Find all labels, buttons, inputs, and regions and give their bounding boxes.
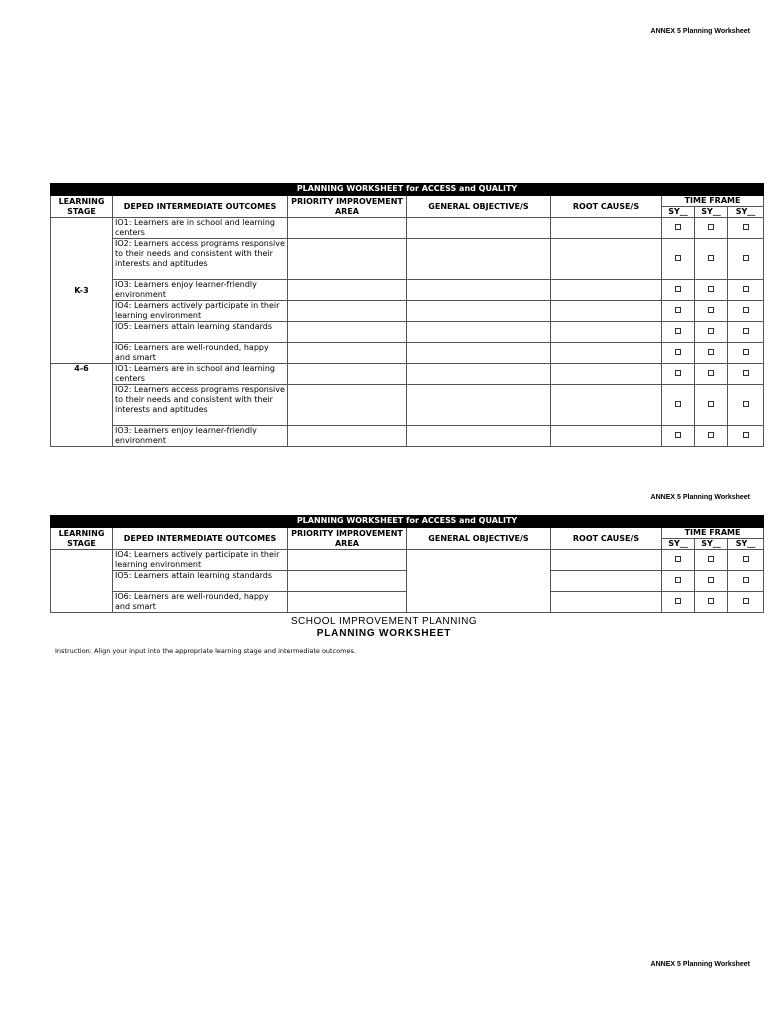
checkbox-icon bbox=[708, 286, 714, 292]
root-cause-input[interactable] bbox=[551, 426, 662, 447]
priority-input[interactable] bbox=[288, 239, 407, 280]
worksheet-title: PLANNING WORKSHEET for ACCESS and QUALITY bbox=[51, 516, 764, 528]
timeframe-checkbox[interactable] bbox=[695, 385, 728, 426]
checkbox-icon bbox=[743, 328, 749, 334]
checkbox-icon bbox=[743, 224, 749, 230]
checkbox-icon bbox=[675, 349, 681, 355]
outcome-io2: IO2: Learners access programs responsive to their needs and consistent with their interests and aptitudes bbox=[113, 385, 288, 426]
timeframe-checkbox[interactable] bbox=[728, 218, 764, 239]
stage-blank bbox=[51, 550, 113, 613]
timeframe-checkbox[interactable] bbox=[662, 239, 695, 280]
planning-worksheet-table-2 bbox=[50, 515, 764, 613]
checkbox-icon bbox=[675, 224, 681, 230]
stage-4-6: 4-6 bbox=[51, 364, 113, 447]
priority-input[interactable] bbox=[288, 364, 407, 385]
time-frame-header: TIME FRAME bbox=[662, 196, 764, 207]
priority-input[interactable] bbox=[288, 322, 407, 343]
checkbox-icon bbox=[743, 307, 749, 313]
checkbox-icon bbox=[675, 432, 681, 438]
outcome-io5: IO5: Learners attain learning standards bbox=[113, 322, 288, 343]
timeframe-checkbox[interactable] bbox=[662, 280, 695, 301]
checkbox-icon bbox=[675, 328, 681, 334]
objective-input[interactable] bbox=[407, 426, 551, 447]
timeframe-checkbox[interactable] bbox=[728, 280, 764, 301]
objective-header: GENERAL OBJECTIVE/S bbox=[407, 528, 551, 550]
timeframe-checkbox[interactable] bbox=[695, 280, 728, 301]
checkbox-icon bbox=[708, 370, 714, 376]
timeframe-checkbox[interactable] bbox=[695, 218, 728, 239]
timeframe-checkbox[interactable] bbox=[662, 343, 695, 364]
sy-header-1: SY__ bbox=[662, 207, 695, 218]
outcomes-header: DEPED INTERMEDIATE OUTCOMES bbox=[113, 528, 288, 550]
time-frame-header: TIME FRAME bbox=[662, 528, 764, 539]
outcome-io3: IO3: Learners enjoy learner-friendly environment bbox=[113, 280, 288, 301]
checkbox-icon bbox=[743, 598, 749, 604]
priority-input[interactable] bbox=[288, 592, 407, 613]
outcome-io3: IO3: Learners enjoy learner-friendly environment bbox=[113, 426, 288, 447]
timeframe-checkbox[interactable] bbox=[662, 592, 695, 613]
priority-input[interactable] bbox=[288, 280, 407, 301]
priority-input[interactable] bbox=[288, 343, 407, 364]
outcome-io6: IO6: Learners are well-rounded, happy and smart bbox=[113, 343, 288, 364]
checkbox-icon bbox=[675, 307, 681, 313]
outcome-io4: IO4: Learners actively participate in their learning environment bbox=[113, 301, 288, 322]
timeframe-checkbox[interactable] bbox=[728, 550, 764, 571]
timeframe-checkbox[interactable] bbox=[662, 218, 695, 239]
annex-label-top: ANNEX 5 Planning Worksheet bbox=[650, 28, 750, 35]
sy-header-1: SY__ bbox=[662, 539, 695, 550]
timeframe-checkbox[interactable] bbox=[662, 301, 695, 322]
priority-input[interactable] bbox=[288, 571, 407, 592]
worksheet-title: PLANNING WORKSHEET for ACCESS and QUALITY bbox=[51, 184, 764, 196]
learning-stage-header: LEARNING STAGE bbox=[51, 528, 113, 550]
priority-header: PRIORITY IMPROVEMENT AREA bbox=[288, 196, 407, 218]
objective-input[interactable] bbox=[407, 322, 551, 343]
root-cause-header: ROOT CAUSE/S bbox=[551, 528, 662, 550]
checkbox-icon bbox=[675, 255, 681, 261]
checkbox-icon bbox=[743, 556, 749, 562]
objective-input[interactable] bbox=[407, 301, 551, 322]
root-cause-input[interactable] bbox=[551, 385, 662, 426]
timeframe-checkbox[interactable] bbox=[728, 322, 764, 343]
checkbox-icon bbox=[708, 577, 714, 583]
timeframe-checkbox[interactable] bbox=[728, 364, 764, 385]
root-cause-input[interactable] bbox=[551, 550, 662, 571]
objective-input[interactable] bbox=[407, 385, 551, 426]
school-improvement-heading: SCHOOL IMPROVEMENT PLANNING bbox=[290, 616, 478, 627]
checkbox-icon bbox=[675, 370, 681, 376]
timeframe-checkbox[interactable] bbox=[695, 239, 728, 280]
checkbox-icon bbox=[743, 255, 749, 261]
timeframe-checkbox[interactable] bbox=[728, 426, 764, 447]
stage-k3: K-3 bbox=[51, 218, 113, 364]
checkbox-icon bbox=[743, 286, 749, 292]
root-cause-input[interactable] bbox=[551, 343, 662, 364]
priority-input[interactable] bbox=[288, 301, 407, 322]
outcome-io1: IO1: Learners are in school and learning centers bbox=[113, 218, 288, 239]
checkbox-icon bbox=[675, 401, 681, 407]
timeframe-checkbox[interactable] bbox=[728, 343, 764, 364]
root-cause-input[interactable] bbox=[551, 571, 662, 592]
timeframe-checkbox[interactable] bbox=[695, 550, 728, 571]
timeframe-checkbox[interactable] bbox=[695, 571, 728, 592]
priority-input[interactable] bbox=[288, 550, 407, 571]
outcome-io2: IO2: Learners access programs responsive to their needs and consistent with their interests and aptitudes bbox=[113, 239, 288, 280]
timeframe-checkbox[interactable] bbox=[695, 364, 728, 385]
objective-input[interactable] bbox=[407, 364, 551, 385]
objective-header: GENERAL OBJECTIVE/S bbox=[407, 196, 551, 218]
checkbox-icon bbox=[708, 401, 714, 407]
timeframe-checkbox[interactable] bbox=[662, 426, 695, 447]
timeframe-checkbox[interactable] bbox=[728, 239, 764, 280]
checkbox-icon bbox=[675, 598, 681, 604]
priority-input[interactable] bbox=[288, 385, 407, 426]
root-cause-input[interactable] bbox=[551, 301, 662, 322]
sy-header-2: SY__ bbox=[695, 207, 728, 218]
sy-header-3: SY__ bbox=[728, 207, 764, 218]
objective-input[interactable] bbox=[407, 280, 551, 301]
timeframe-checkbox[interactable] bbox=[662, 364, 695, 385]
planning-worksheet-table-1 bbox=[50, 183, 764, 447]
checkbox-icon bbox=[675, 577, 681, 583]
checkbox-icon bbox=[743, 577, 749, 583]
checkbox-icon bbox=[675, 556, 681, 562]
timeframe-checkbox[interactable] bbox=[695, 343, 728, 364]
checkbox-icon bbox=[743, 349, 749, 355]
objective-input[interactable] bbox=[407, 343, 551, 364]
outcome-io4: IO4: Learners actively participate in their learning environment bbox=[113, 550, 288, 571]
checkbox-icon bbox=[708, 255, 714, 261]
root-cause-header: ROOT CAUSE/S bbox=[551, 196, 662, 218]
timeframe-checkbox[interactable] bbox=[695, 322, 728, 343]
checkbox-icon bbox=[743, 401, 749, 407]
root-cause-input[interactable] bbox=[551, 364, 662, 385]
root-cause-input[interactable] bbox=[551, 218, 662, 239]
annex-label-bottom: ANNEX 5 Planning Worksheet bbox=[650, 961, 750, 968]
outcome-io1: IO1: Learners are in school and learning centers bbox=[113, 364, 288, 385]
planning-worksheet-heading: PLANNING WORKSHEET bbox=[316, 628, 452, 639]
timeframe-checkbox[interactable] bbox=[728, 571, 764, 592]
learning-stage-header: LEARNING STAGE bbox=[51, 196, 113, 218]
timeframe-checkbox[interactable] bbox=[728, 301, 764, 322]
root-cause-input[interactable] bbox=[551, 280, 662, 301]
checkbox-icon bbox=[743, 432, 749, 438]
timeframe-checkbox[interactable] bbox=[695, 301, 728, 322]
checkbox-icon bbox=[708, 598, 714, 604]
timeframe-checkbox[interactable] bbox=[695, 426, 728, 447]
timeframe-checkbox[interactable] bbox=[728, 592, 764, 613]
checkbox-icon bbox=[708, 224, 714, 230]
priority-input[interactable] bbox=[288, 426, 407, 447]
objective-input[interactable] bbox=[407, 550, 551, 613]
instruction-text: Instruction: Align your input into the appropriate learning stage and intermediate outcomes. bbox=[55, 647, 356, 655]
checkbox-icon bbox=[675, 286, 681, 292]
timeframe-checkbox[interactable] bbox=[662, 385, 695, 426]
checkbox-icon bbox=[708, 556, 714, 562]
sy-header-2: SY__ bbox=[695, 539, 728, 550]
checkbox-icon bbox=[708, 328, 714, 334]
root-cause-input[interactable] bbox=[551, 592, 662, 613]
timeframe-checkbox[interactable] bbox=[662, 550, 695, 571]
priority-header: PRIORITY IMPROVEMENT AREA bbox=[288, 528, 407, 550]
timeframe-checkbox[interactable] bbox=[662, 571, 695, 592]
root-cause-input[interactable] bbox=[551, 239, 662, 280]
priority-input[interactable] bbox=[288, 218, 407, 239]
objective-input[interactable] bbox=[407, 218, 551, 239]
annex-label-middle: ANNEX 5 Planning Worksheet bbox=[650, 494, 750, 501]
outcome-io5: IO5: Learners attain learning standards bbox=[113, 571, 288, 592]
checkbox-icon bbox=[708, 432, 714, 438]
outcome-io6: IO6: Learners are well-rounded, happy and smart bbox=[113, 592, 288, 613]
checkbox-icon bbox=[708, 349, 714, 355]
outcomes-header: DEPED INTERMEDIATE OUTCOMES bbox=[113, 196, 288, 218]
checkbox-icon bbox=[708, 307, 714, 313]
checkbox-icon bbox=[743, 370, 749, 376]
timeframe-checkbox[interactable] bbox=[695, 592, 728, 613]
timeframe-checkbox[interactable] bbox=[662, 322, 695, 343]
objective-input[interactable] bbox=[407, 239, 551, 280]
root-cause-input[interactable] bbox=[551, 322, 662, 343]
sy-header-3: SY__ bbox=[728, 539, 764, 550]
timeframe-checkbox[interactable] bbox=[728, 385, 764, 426]
